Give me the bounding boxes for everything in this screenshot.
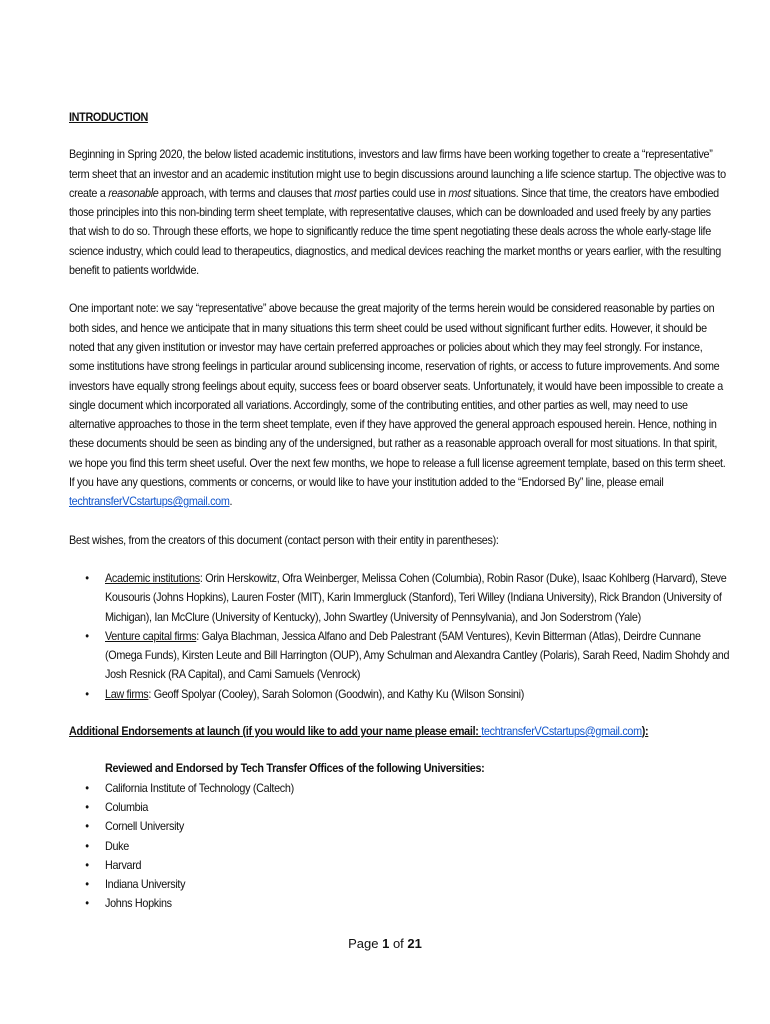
intro-paragraph xyxy=(69,145,730,280)
creator-names: : Orin Herskowitz, Ofra Weinberger, Melissa Cohen (Columbia), Robin Rasor (Duke), Isaac Kohlberg (Harvard), Steve Kousouris (Johns Hopkins), Lauren Foster (MIT), Karin Immergluck (Stanford), Teri Willey (Indiana University), Rick Brandon (University of Michigan), Ian McClure (University of Kentucky), John Swartley (University of Pennsylvania), and Jon Soderstrom (Yale) xyxy=(105,570,727,624)
additional-endorsements-end: ): xyxy=(641,724,649,739)
intro-text-g: situations. Since that time, the creators have embodied those principles into this non-binding term sheet template, with representative clauses, which can be downloaded and used freely by any parties that wish to do so. Through these efforts, we hope to significantly reduce the time spent negotiating these deals across the whole early-stage life science industry, which could lead to therapeutics, diagnostics, and medical devices reaching the market months or years earlier, with the resulting benefit to patients worldwide. xyxy=(69,185,721,278)
intro-text-c: approach, with terms and clauses that xyxy=(158,185,335,200)
list-item xyxy=(69,569,730,627)
intro-emphasis-reasonable: reasonable xyxy=(108,185,159,200)
list-item xyxy=(69,685,730,704)
additional-endorsements-heading xyxy=(69,722,730,741)
list-item: • Harvard xyxy=(69,856,730,875)
creator-category-label: Venture capital firms xyxy=(105,628,197,643)
current-page-number: 1 xyxy=(382,936,390,951)
additional-endorsements-text: Additional Endorsements at launch (if you would like to add your name please email: xyxy=(69,724,482,739)
intro-text-a: Beginning in Spring 2020, the below listed academic institutions, investors and law firms have been working together to create a “representative” term sheet that an investor and an academic institution might use to begin discussions around launching a life science startup. The objective was to create a xyxy=(69,147,726,200)
note-end: . xyxy=(229,494,233,509)
list-item: • Indiana University xyxy=(69,875,730,894)
page-prefix: Page xyxy=(348,936,383,951)
list-item: • Columbia xyxy=(69,798,730,817)
contact-email-link[interactable]: techtransferVCstartups@gmail.com xyxy=(69,494,230,509)
creator-names: : Galya Blachman, Jessica Alfano and Deb Palestrant (5AM Ventures), Kevin Bitterman (Atlas), Deirdre Cunnane (Omega Funds), Kirsten Leute and Bill Harrington (OUP), Amy Schulman and Alexandra Cantley (Polaris), Sarah Reed, Nadim Shohdy and Josh Resnick (RA Capital), and Cami Samuels (Venrock) xyxy=(105,628,730,682)
intro-emphasis-most-2: most xyxy=(448,185,471,200)
page-of: of xyxy=(389,936,408,951)
endorsement-email-link[interactable]: techtransferVCstartups@gmail.com xyxy=(481,724,642,739)
creator-category-label: Academic institutions xyxy=(105,570,200,585)
creator-names: : Geoff Spolyar (Cooley), Sarah Solomon (Goodwin), and Kathy Ku (Wilson Sonsini) xyxy=(148,686,524,701)
creators-list xyxy=(69,569,730,704)
note-paragraph xyxy=(69,299,730,511)
intro-emphasis-most-1: most xyxy=(334,185,357,200)
universities-list xyxy=(69,779,730,914)
page-footer xyxy=(0,936,770,951)
list-item xyxy=(69,627,730,685)
best-wishes-paragraph: Best wishes, from the creators of this document (contact person with their entity in parentheses): xyxy=(69,532,499,547)
creator-category-label: Law firms xyxy=(105,686,149,701)
note-text: One important note: we say “representative” above because the great majority of the terms herein would be considered reasonable by parties on both sides, and hence we anticipate that in many situations this term sheet could be used without significant further edits. However, it should be noted that any given institution or investor may have certain preferred approaches or policies about which they may feel strongly. For instance, some institutions have strong feelings in particular around sublicensing income, reservation of rights, or access to future improvements. And some investors have equally strong feelings about equity, success fees or board observer seats. Unfortunately, it would have been impossible to create a single document which incorporated all variations. Accordingly, some of the contributing entities, and other parties as well, may need to use alternative approaches to those in the term sheet template, even if they have approved the general approach espoused herein. Hence, nothing in these documents should be seen as binding any of the undersigned, but rather as a reasonable approach overall for most situations. In that spirit, we hope you find this term sheet useful. Over the next few months, we hope to release a full license agreement template, based on this term sheet. If you have any questions, comments or concerns, or would like to have your institution added to the “Endorsed By” line, please email xyxy=(69,301,726,490)
list-item: • Cornell University xyxy=(69,817,730,836)
document-body xyxy=(69,108,730,932)
introduction-heading: INTRODUCTION xyxy=(69,110,149,124)
list-item: • Johns Hopkins xyxy=(69,894,730,913)
reviewed-endorsed-heading: Reviewed and Endorsed by Tech Transfer Offices of the following Universities: xyxy=(105,761,485,776)
intro-text-e: parties could use in xyxy=(356,185,449,200)
list-item: • California Institute of Technology (Caltech) xyxy=(69,779,730,798)
total-page-count: 21 xyxy=(407,936,422,951)
list-item: • Duke xyxy=(69,837,730,856)
